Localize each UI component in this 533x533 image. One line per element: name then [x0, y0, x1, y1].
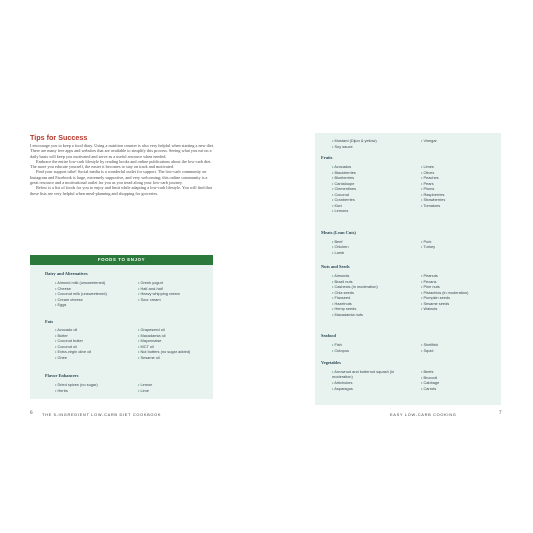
page-number: 6: [30, 411, 33, 416]
list-item: • Extra-virgin olive oil: [55, 349, 91, 354]
list-item: • Strawberries: [421, 197, 445, 202]
list-item: • Pine nuts: [421, 284, 440, 289]
list-item: • Pistachios (in moderation): [421, 290, 468, 295]
list-item: • Hazelnuts: [332, 301, 352, 306]
category-title: Flavor Enhancers: [45, 373, 79, 378]
list-item: • Walnuts: [421, 306, 437, 311]
list-item: • Peanuts: [421, 273, 438, 278]
list-item: • Greek yogurt: [138, 280, 163, 285]
category-title: Dairy and Alternatives: [45, 271, 88, 276]
list-item: • Coconut: [332, 192, 349, 197]
list-item: • Artichokes: [332, 380, 352, 385]
list-item: • Coconut butter: [55, 338, 83, 343]
list-item: • Herbs: [55, 388, 68, 393]
book-spread: [0, 103, 533, 430]
list-item: • Eggs: [55, 302, 66, 307]
running-head: EASY LOW-CARB COOKING: [390, 412, 457, 417]
list-item: • Broccoli: [421, 375, 437, 380]
list-item: • Limes: [421, 164, 434, 169]
list-item: • Asparagus: [332, 386, 353, 391]
list-item: • Olives: [421, 170, 434, 175]
list-item: • Macadamia oil: [138, 333, 166, 338]
list-item: • Grapeseed oil: [138, 327, 165, 332]
list-item: • Carrots: [421, 386, 436, 391]
list-item: • Ghee: [55, 355, 67, 360]
list-item: • Arrowroot and butternut squash (in moderation): [332, 369, 404, 379]
list-item: • Chicken: [332, 244, 349, 249]
list-item: • Kiwi: [332, 203, 342, 208]
paragraph: Embrace the entire low-carb lifestyle by reading books and online publications about the low-carb diet. The more you educate yourself, the easier it becomes to stay on track and motivated.: [30, 158, 212, 170]
list-item: • Pecans: [421, 279, 436, 284]
category-title: Fats: [45, 319, 54, 324]
list-item: • Nut butters (no sugar added): [138, 349, 190, 354]
list-item: • Sesame oil: [138, 355, 160, 360]
list-item: • Butter: [55, 333, 68, 338]
tips-title: Tips for Success: [30, 133, 88, 142]
list-item: • Pork: [421, 239, 431, 244]
list-item: • Sour cream: [138, 297, 161, 302]
list-item: • Cabbage: [421, 380, 439, 385]
list-item: • Flaxseed: [332, 295, 350, 300]
right-page: [267, 103, 533, 430]
list-item: • Soy sauce: [332, 144, 353, 149]
category-title: Seafood: [321, 333, 336, 338]
list-item: • Dried spices (no sugar): [55, 382, 98, 387]
list-item: • Lime: [138, 388, 149, 393]
list-item: • Cantaloupe: [332, 181, 354, 186]
list-item: • Cream cheese: [55, 297, 83, 302]
left-page: [0, 103, 266, 430]
list-item: • Cashews (in moderation): [332, 284, 378, 289]
list-item: • Tomatoes: [421, 203, 440, 208]
list-item: • Raspberries: [421, 192, 444, 197]
list-item: • Cheese: [55, 286, 71, 291]
list-item: • Hemp seeds: [332, 306, 356, 311]
list-item: • Pumpkin seeds: [421, 295, 450, 300]
list-item: • Turkey: [421, 244, 435, 249]
running-head: THE 5-INGREDIENT LOW-CARB DIET COOKBOOK: [42, 412, 162, 417]
foods-to-enjoy-box: [30, 255, 213, 399]
paragraph: Below is a list of foods for you to enjoy and limit while adapting a low-carb lifestyle. You will find that these lists are very helpful when meal-planning and shopping for groceries.: [30, 185, 212, 196]
list-item: • Avocados: [332, 164, 351, 169]
list-item: • Brazil nuts: [332, 279, 353, 284]
list-item: • Half-and-half: [138, 286, 163, 291]
paragraph: Find your support tribe! Social media is a wonderful outlet for support. The low-carb community on Instagram and Facebook is large, extremely supportive, and very welcoming; this online community is a great resource and a motivational outlet for you as you tread along your low-carb journey.: [30, 169, 208, 186]
foods-to-enjoy-header: FOODS TO ENJOY: [30, 255, 213, 265]
list-item: • Plums: [421, 186, 434, 191]
category-title: Nuts and Seeds: [321, 264, 350, 269]
list-item: • Octopus: [332, 348, 349, 353]
list-item: • Beef: [332, 239, 342, 244]
list-item: • Blackberries: [332, 170, 356, 175]
list-item: • MCT oil: [138, 344, 154, 349]
list-item: • Chia seeds: [332, 290, 354, 295]
paragraph: I encourage you to keep a food diary. Using a nutrition counter is also very helpful when starting a new diet. There are many free apps and websites that are available to simplify this process. Seeing what you eat on a daily basis will keep you motivated and serve as a useful resource when needed.: [30, 143, 215, 159]
list-item: • Almonds: [332, 273, 349, 278]
list-item: • Macadamia nuts: [332, 312, 363, 317]
list-item: • Blueberries: [332, 175, 354, 180]
list-item: • Lamb: [332, 250, 344, 255]
category-title: Meats (Lean Cuts): [321, 230, 356, 235]
list-item: • Beets: [421, 369, 433, 374]
page-number: 7: [499, 411, 502, 416]
list-item: • Coconut milk (unsweetened): [55, 291, 107, 296]
list-item: • Sesame seeds: [421, 301, 449, 306]
list-item: • Avocado oil: [55, 327, 77, 332]
list-item: • Fish: [332, 342, 342, 347]
list-item: • Mustard (Dijon & yellow): [332, 138, 377, 143]
category-title: Fruits: [321, 155, 333, 160]
list-item: • Vinegar: [421, 138, 437, 143]
list-item: • Squid: [421, 348, 433, 353]
list-item: • Coconut oil: [55, 344, 77, 349]
list-item: • Shellfish: [421, 342, 438, 347]
list-item: • Almond milk (unsweetened): [55, 280, 105, 285]
foods-to-enjoy-continued-box: [315, 133, 501, 405]
list-item: • Mayonnaise: [138, 338, 161, 343]
list-item: • Lemon: [138, 382, 152, 387]
tips-body: [30, 143, 215, 196]
list-item: • Heavy whipping cream: [138, 291, 180, 296]
list-item: • Lemons: [332, 208, 348, 213]
list-item: • Pears: [421, 181, 434, 186]
list-item: • Cranberries: [332, 197, 355, 202]
category-title: Vegetables: [321, 360, 341, 365]
list-item: • Peaches: [421, 175, 439, 180]
list-item: • Clementines: [332, 186, 356, 191]
